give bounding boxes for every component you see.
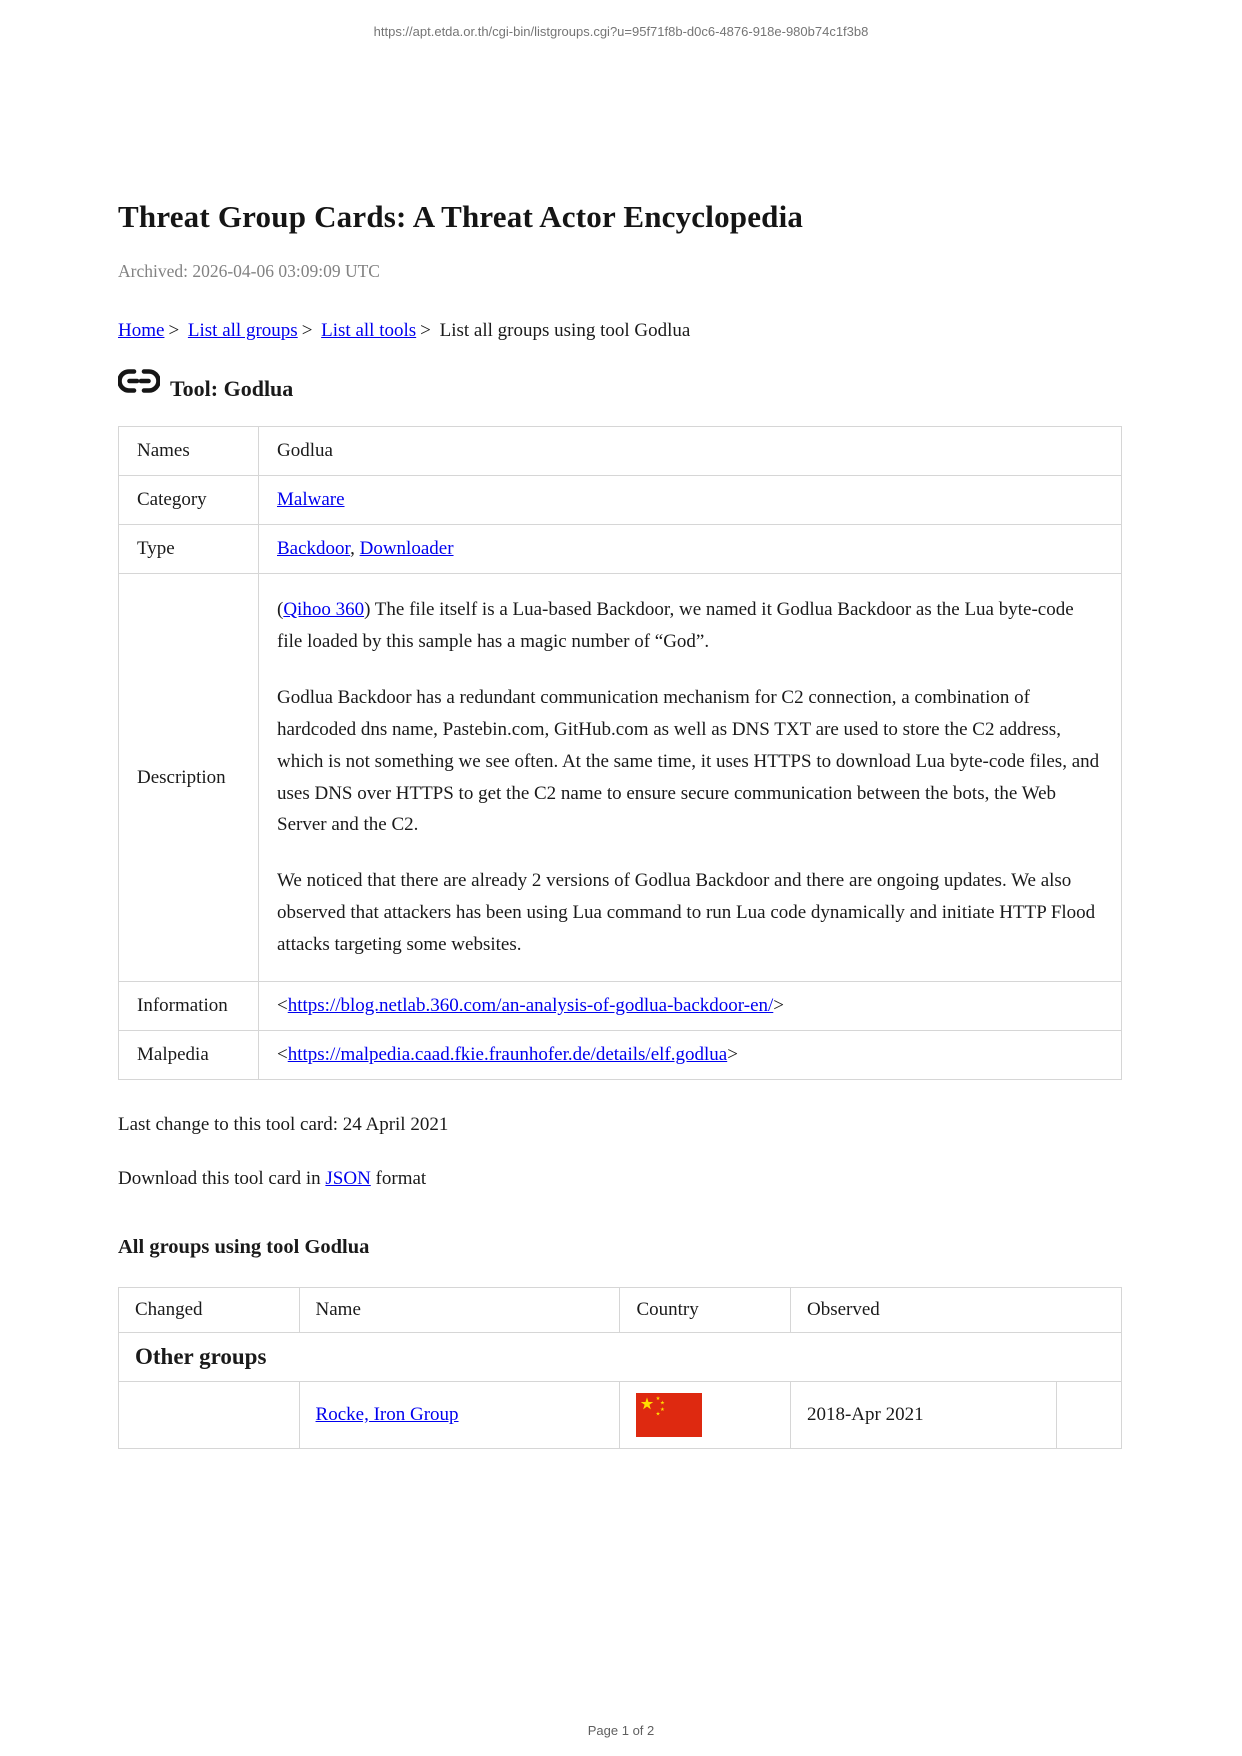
group-rocke-iron-group-link[interactable]: Rocke, Iron Group (315, 1404, 459, 1426)
names-label: Names (119, 427, 259, 476)
malpedia-url-link[interactable]: https://malpedia.caad.fkie.fraunhofer.de/details/elf.godlua (287, 1044, 728, 1066)
qihoo-360-link[interactable]: Qihoo 360 (283, 599, 365, 620)
groups-table (118, 1287, 1122, 1449)
table-row-malpedia (119, 1031, 1122, 1080)
column-header-changed: Changed (119, 1288, 300, 1333)
page-content (0, 199, 1242, 1449)
other-groups-cell (119, 1333, 1122, 1382)
group-observed-cell: 2018-Apr 2021 (790, 1382, 1056, 1449)
type-label: Type (119, 525, 259, 574)
download-suffix: format (370, 1168, 427, 1190)
description-paragraph-3: We noticed that there are already 2 versions of Godlua Backdoor and there are ongoing updates. We also observed that attackers has been using Lua command to run Lua code dynamically and initiate HTTP Flood attacks targeting some websites. (277, 870, 1096, 956)
archived-timestamp: Archived: 2026-04-06 03:09:09 UTC (118, 261, 380, 281)
type-downloader-link[interactable]: Downloader (359, 538, 454, 559)
tool-heading (118, 368, 1122, 402)
column-header-observed: Observed (790, 1288, 1121, 1333)
tool-card-table (118, 426, 1122, 1080)
table-row-names (119, 427, 1122, 476)
groups-header-row (119, 1288, 1122, 1333)
download-line (118, 1168, 1122, 1190)
information-url-link[interactable]: https://blog.netlab.360.com/an-analysis-of-godlua-backdoor-en/ (287, 995, 774, 1017)
malpedia-label: Malpedia (119, 1031, 259, 1080)
breadcrumb-current: List all groups using tool Godlua (439, 320, 691, 341)
column-header-name: Name (299, 1288, 620, 1333)
breadcrumb (118, 320, 1122, 342)
group-changed-cell (119, 1382, 300, 1449)
breadcrumb-separator: > (420, 320, 431, 341)
description-value (259, 574, 1122, 982)
table-row-group (119, 1382, 1122, 1449)
download-prefix: Download this tool card in (118, 1168, 326, 1190)
angle-bracket-open: < (277, 995, 288, 1017)
information-label: Information (119, 982, 259, 1031)
angle-bracket-open: < (277, 1044, 288, 1066)
print-header-url: https://apt.etda.or.th/cgi-bin/listgroups.cgi?u=95f71f8b-d0c6-4876-918e-980b74c1f3b8 (373, 24, 869, 39)
group-name-cell (299, 1382, 620, 1449)
breadcrumb-separator: > (168, 320, 180, 341)
description-paragraph-2: Godlua Backdoor has a redundant communication mechanism for C2 connection, a combination of hardcoded dns name, Pastebin.com, GitHub.com as well as DNS TXT are used to store the C2 address, which is not something we see often. At the same time, it uses HTTPS to download Lua byte-code files, and uses DNS over HTTPS to get the C2 name to ensure secure communication between the bots, the Web Server and the C2. (277, 686, 1100, 836)
column-header-country: Country (620, 1288, 791, 1333)
breadcrumb-link-list-all-groups[interactable]: List all groups (187, 320, 298, 341)
description-label: Description (119, 574, 259, 982)
description-paragraph-1-text: ) The file itself is a Lua-based Backdoor, we named it Godlua Backdoor as the Lua byte-code file loaded by this sample has a magic number of “God”. (277, 599, 1074, 652)
groups-section-heading: All groups using tool Godlua (118, 1236, 370, 1259)
category-value (259, 476, 1122, 525)
link-chain-icon (118, 368, 160, 399)
angle-bracket-close: > (773, 995, 785, 1017)
breadcrumb-link-home[interactable]: Home (118, 320, 165, 341)
description-paragraph-1 (277, 594, 1103, 658)
tool-title: Tool: Godlua (170, 376, 294, 401)
names-value: Godlua (259, 427, 1122, 476)
other-groups-subheading: Other groups (135, 1344, 267, 1370)
group-extra-cell (1056, 1382, 1121, 1449)
breadcrumb-separator: > (301, 320, 313, 341)
table-row-information (119, 982, 1122, 1031)
group-country-cell (620, 1382, 791, 1449)
table-row-category (119, 476, 1122, 525)
type-backdoor-link[interactable]: Backdoor (277, 538, 351, 559)
paren-open: ( (277, 599, 284, 620)
category-malware-link[interactable]: Malware (277, 489, 345, 510)
last-change-text: Last change to this tool card: 24 April 2021 (118, 1114, 449, 1136)
type-value (259, 525, 1122, 574)
table-row-type (119, 525, 1122, 574)
category-label: Category (119, 476, 259, 525)
table-row-description (119, 574, 1122, 982)
download-json-link[interactable]: JSON (325, 1168, 371, 1190)
other-groups-row (119, 1333, 1122, 1382)
information-value (259, 982, 1122, 1031)
page-title: Threat Group Cards: A Threat Actor Encyclopedia (118, 199, 804, 234)
type-separator: , (350, 538, 360, 559)
malpedia-value (259, 1031, 1122, 1080)
breadcrumb-link-list-all-tools[interactable]: List all tools (321, 320, 417, 341)
page-number: Page 1 of 2 (587, 1723, 655, 1738)
china-flag-icon (636, 1393, 702, 1437)
angle-bracket-close: > (727, 1044, 738, 1066)
